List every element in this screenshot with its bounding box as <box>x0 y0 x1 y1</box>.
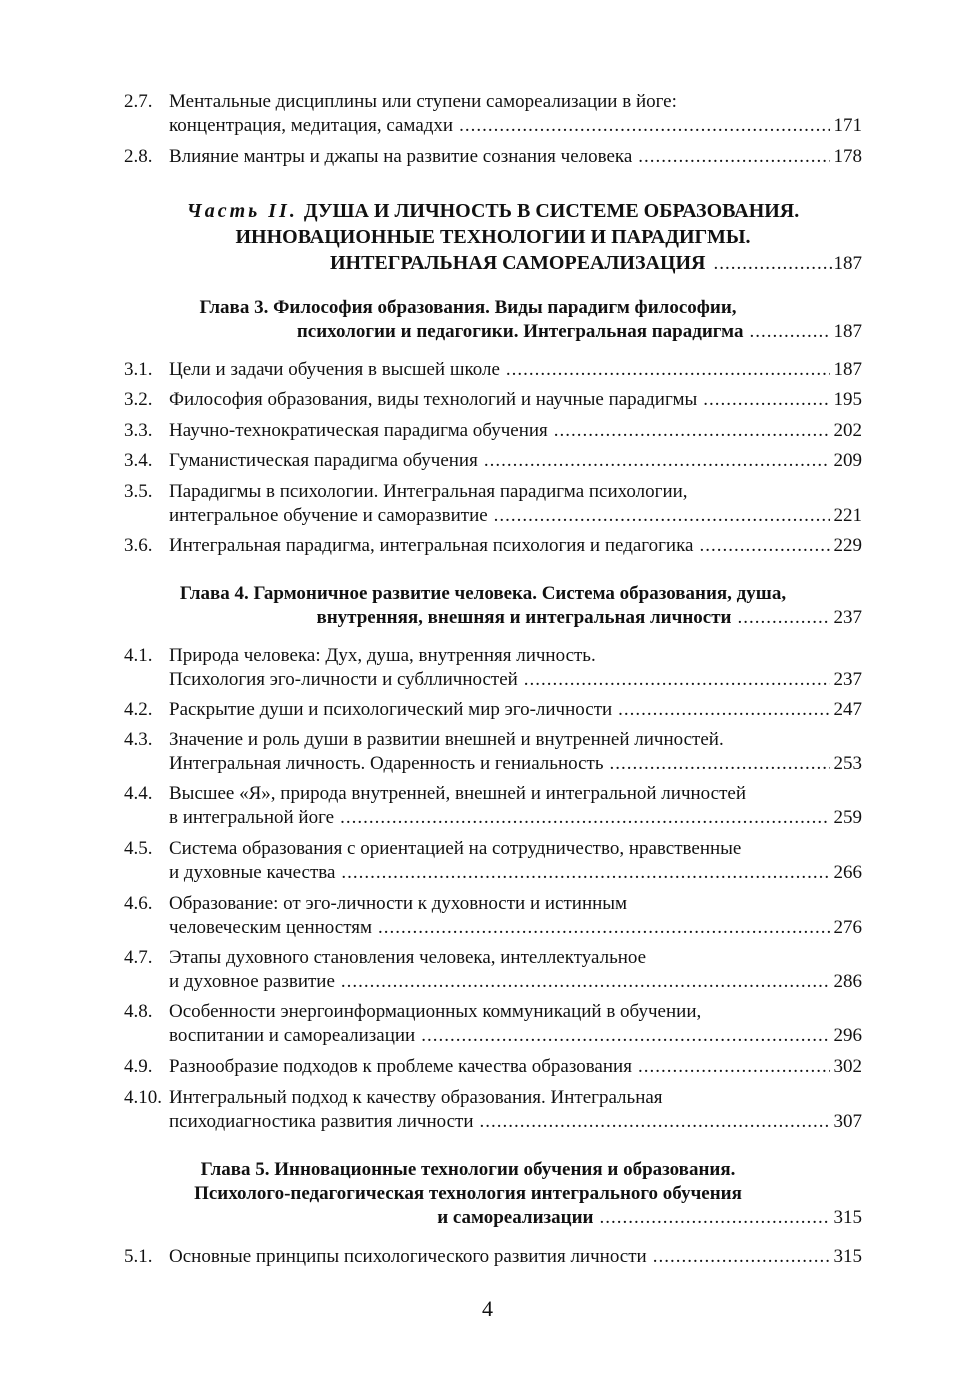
chapter-title-line: психологии и педагогики. Интегральная парадигма <box>296 321 744 342</box>
entry-number: 3.2. <box>124 389 153 410</box>
entry-title-line: Этапы духовного становления человека, интеллектуальное <box>169 947 647 968</box>
leader-dots <box>341 861 829 885</box>
entry-number: 4.2. <box>124 699 153 720</box>
entry-title: Интегральная личность. Одаренность и гениальность <box>169 753 604 774</box>
entry-title: Философия образования, виды технологий и научные парадигмы <box>169 389 698 410</box>
leader-dots <box>618 698 829 722</box>
entry-number: 4.9. <box>124 1056 153 1077</box>
leader-dots <box>554 419 830 443</box>
entry-page: 315 <box>833 1246 862 1267</box>
entry-title: Гуманистическая парадигма обучения <box>169 450 478 471</box>
entry-page: 276 <box>833 917 862 938</box>
entry-page: 302 <box>833 1056 862 1077</box>
entry-title-line: Система образования с ориентацией на сотрудничество, нравственные <box>169 838 742 859</box>
chapter-title-line: внутренняя, внешняя и интегральная личности <box>316 607 732 628</box>
leader-dots <box>653 1245 830 1269</box>
entry-page: 266 <box>833 862 862 883</box>
part-page: 187 <box>833 253 862 274</box>
entry-number: 5.1. <box>124 1246 153 1267</box>
leader-dots <box>494 504 830 528</box>
leader-dots <box>421 1024 829 1048</box>
chapter-title-line: и самореализации <box>437 1207 594 1228</box>
entry-title: интегральное обучение и саморазвитие <box>169 505 488 526</box>
entry-title: психодиагностика развития личности <box>169 1111 474 1132</box>
entry-number: 4.3. <box>124 729 153 750</box>
entry-number: 4.5. <box>124 838 153 859</box>
chapter-title-line: Глава 3. Философия образования. Виды парадигм философии, <box>199 297 737 318</box>
entry-title-line: Особенности энергоинформационных коммуникаций в обучении, <box>169 1001 702 1022</box>
leader-dots <box>638 145 829 169</box>
entry-title-line: Интегральный подход к качеству образования. Интегральная <box>169 1087 663 1108</box>
entry-page: 253 <box>833 753 862 774</box>
leader-dots <box>750 320 830 344</box>
entry-page: 229 <box>833 535 862 556</box>
leader-dots <box>480 1110 830 1134</box>
entry-title-line: Ментальные дисциплины или ступени самореализации в йоге: <box>169 91 677 112</box>
chapter-title-line: Глава 4. Гармоничное развитие человека. Система образования, душа, <box>179 583 787 604</box>
leader-dots <box>600 1206 830 1230</box>
chapter-page: 237 <box>833 607 862 628</box>
entry-number: 3.6. <box>124 535 153 556</box>
entry-page: 178 <box>833 146 862 167</box>
leader-dots <box>714 251 832 277</box>
leader-dots <box>378 916 829 940</box>
entry-page: 307 <box>833 1111 862 1132</box>
leader-dots <box>459 114 829 138</box>
entry-title: концентрация, медитация, самадхи <box>169 115 454 136</box>
chapter-page: 187 <box>833 321 862 342</box>
entry-page: 221 <box>833 505 862 526</box>
entry-title-line: Значение и роль души в развитии внешней и внутренней личностей. <box>169 729 724 750</box>
entry-page: 187 <box>833 359 862 380</box>
leader-dots <box>703 388 829 412</box>
chapter-heading <box>124 1158 862 1230</box>
entry-title: Влияние мантры и джапы на развитие сознания человека <box>169 146 633 167</box>
entry-number: 3.1. <box>124 359 153 380</box>
leader-dots <box>341 970 830 994</box>
leader-dots <box>699 534 829 558</box>
entry-number: 3.4. <box>124 450 153 471</box>
entry-title: человеческим ценностям <box>169 917 373 938</box>
part-label: Часть II. <box>186 200 298 222</box>
entry-title-line: Высшее «Я», природа внутренней, внешней и интегральной личностей <box>169 783 746 804</box>
entry-number: 2.7. <box>124 91 153 112</box>
entry-page: 195 <box>833 389 862 410</box>
leader-dots <box>738 606 830 630</box>
chapter-page: 315 <box>833 1207 862 1228</box>
entry-page: 209 <box>833 450 862 471</box>
entry-title: Психология эго-личности и сублличностей <box>169 669 518 690</box>
entry-page: 247 <box>833 699 862 720</box>
entry-number: 4.10. <box>124 1087 162 1108</box>
entry-page: 286 <box>833 971 862 992</box>
entry-title: Научно-технократическая парадигма обучения <box>169 420 548 441</box>
entry-number: 3.3. <box>124 420 153 441</box>
entry-page: 171 <box>833 115 862 136</box>
leader-dots <box>610 752 830 776</box>
entry-page: 237 <box>833 669 862 690</box>
entry-number: 4.8. <box>124 1001 153 1022</box>
entry-number: 4.6. <box>124 893 153 914</box>
chapter-heading <box>124 582 862 630</box>
part-title-line: ДУША И ЛИЧНОСТЬ В СИСТЕМЕ ОБРАЗОВАНИЯ. <box>303 200 800 222</box>
entry-title: Интегральная парадигма, интегральная психология и педагогика <box>169 535 694 556</box>
part-title-line: ИНТЕГРАЛЬНАЯ САМОРЕАЛИЗАЦИЯ <box>329 252 706 274</box>
leader-dots <box>484 449 830 473</box>
leader-dots <box>524 668 830 692</box>
entry-page: 202 <box>833 420 862 441</box>
entry-title-line: Парадигмы в психологии. Интегральная парадигма психологии, <box>169 481 688 502</box>
chapter-heading <box>124 296 862 344</box>
entry-title: Цели и задачи обучения в высшей школе <box>169 359 500 380</box>
entry-title: Основные принципы психологического развития личности <box>169 1246 647 1267</box>
leader-dots <box>340 806 829 830</box>
entry-title: и духовное развитие <box>169 971 335 992</box>
entry-number: 4.1. <box>124 645 153 666</box>
chapter-title-line: Психолого-педагогическая технология интегрального обучения <box>194 1183 742 1204</box>
entry-number: 4.7. <box>124 947 153 968</box>
entry-title: Раскрытие души и психологический мир эго-личности <box>169 699 613 720</box>
entry-page: 296 <box>833 1025 862 1046</box>
leader-dots <box>506 358 830 382</box>
part-title-line: ИННОВАЦИОННЫЕ ТЕХНОЛОГИИ И ПАРАДИГМЫ. <box>235 226 751 248</box>
page-number: 4 <box>482 1296 493 1321</box>
chapter-title-line: Глава 5. Инновационные технологии обучения и образования. <box>200 1159 736 1180</box>
entry-title-line: Образование: от эго-личности к духовности и истинным <box>169 893 628 914</box>
part-heading <box>124 198 862 276</box>
leader-dots <box>638 1055 830 1079</box>
entry-title: Разнообразие подходов к проблеме качества образования <box>169 1056 632 1077</box>
entry-title: в интегральной йоге <box>169 807 335 828</box>
entry-number: 3.5. <box>124 481 153 502</box>
entry-page: 259 <box>833 807 862 828</box>
entry-title-line: Природа человека: Дух, душа, внутренняя личность. <box>169 645 596 666</box>
entry-title: и духовные качества <box>169 862 336 883</box>
entry-title: воспитании и самореализации <box>169 1025 416 1046</box>
entry-number: 2.8. <box>124 146 153 167</box>
entry-number: 4.4. <box>124 783 153 804</box>
